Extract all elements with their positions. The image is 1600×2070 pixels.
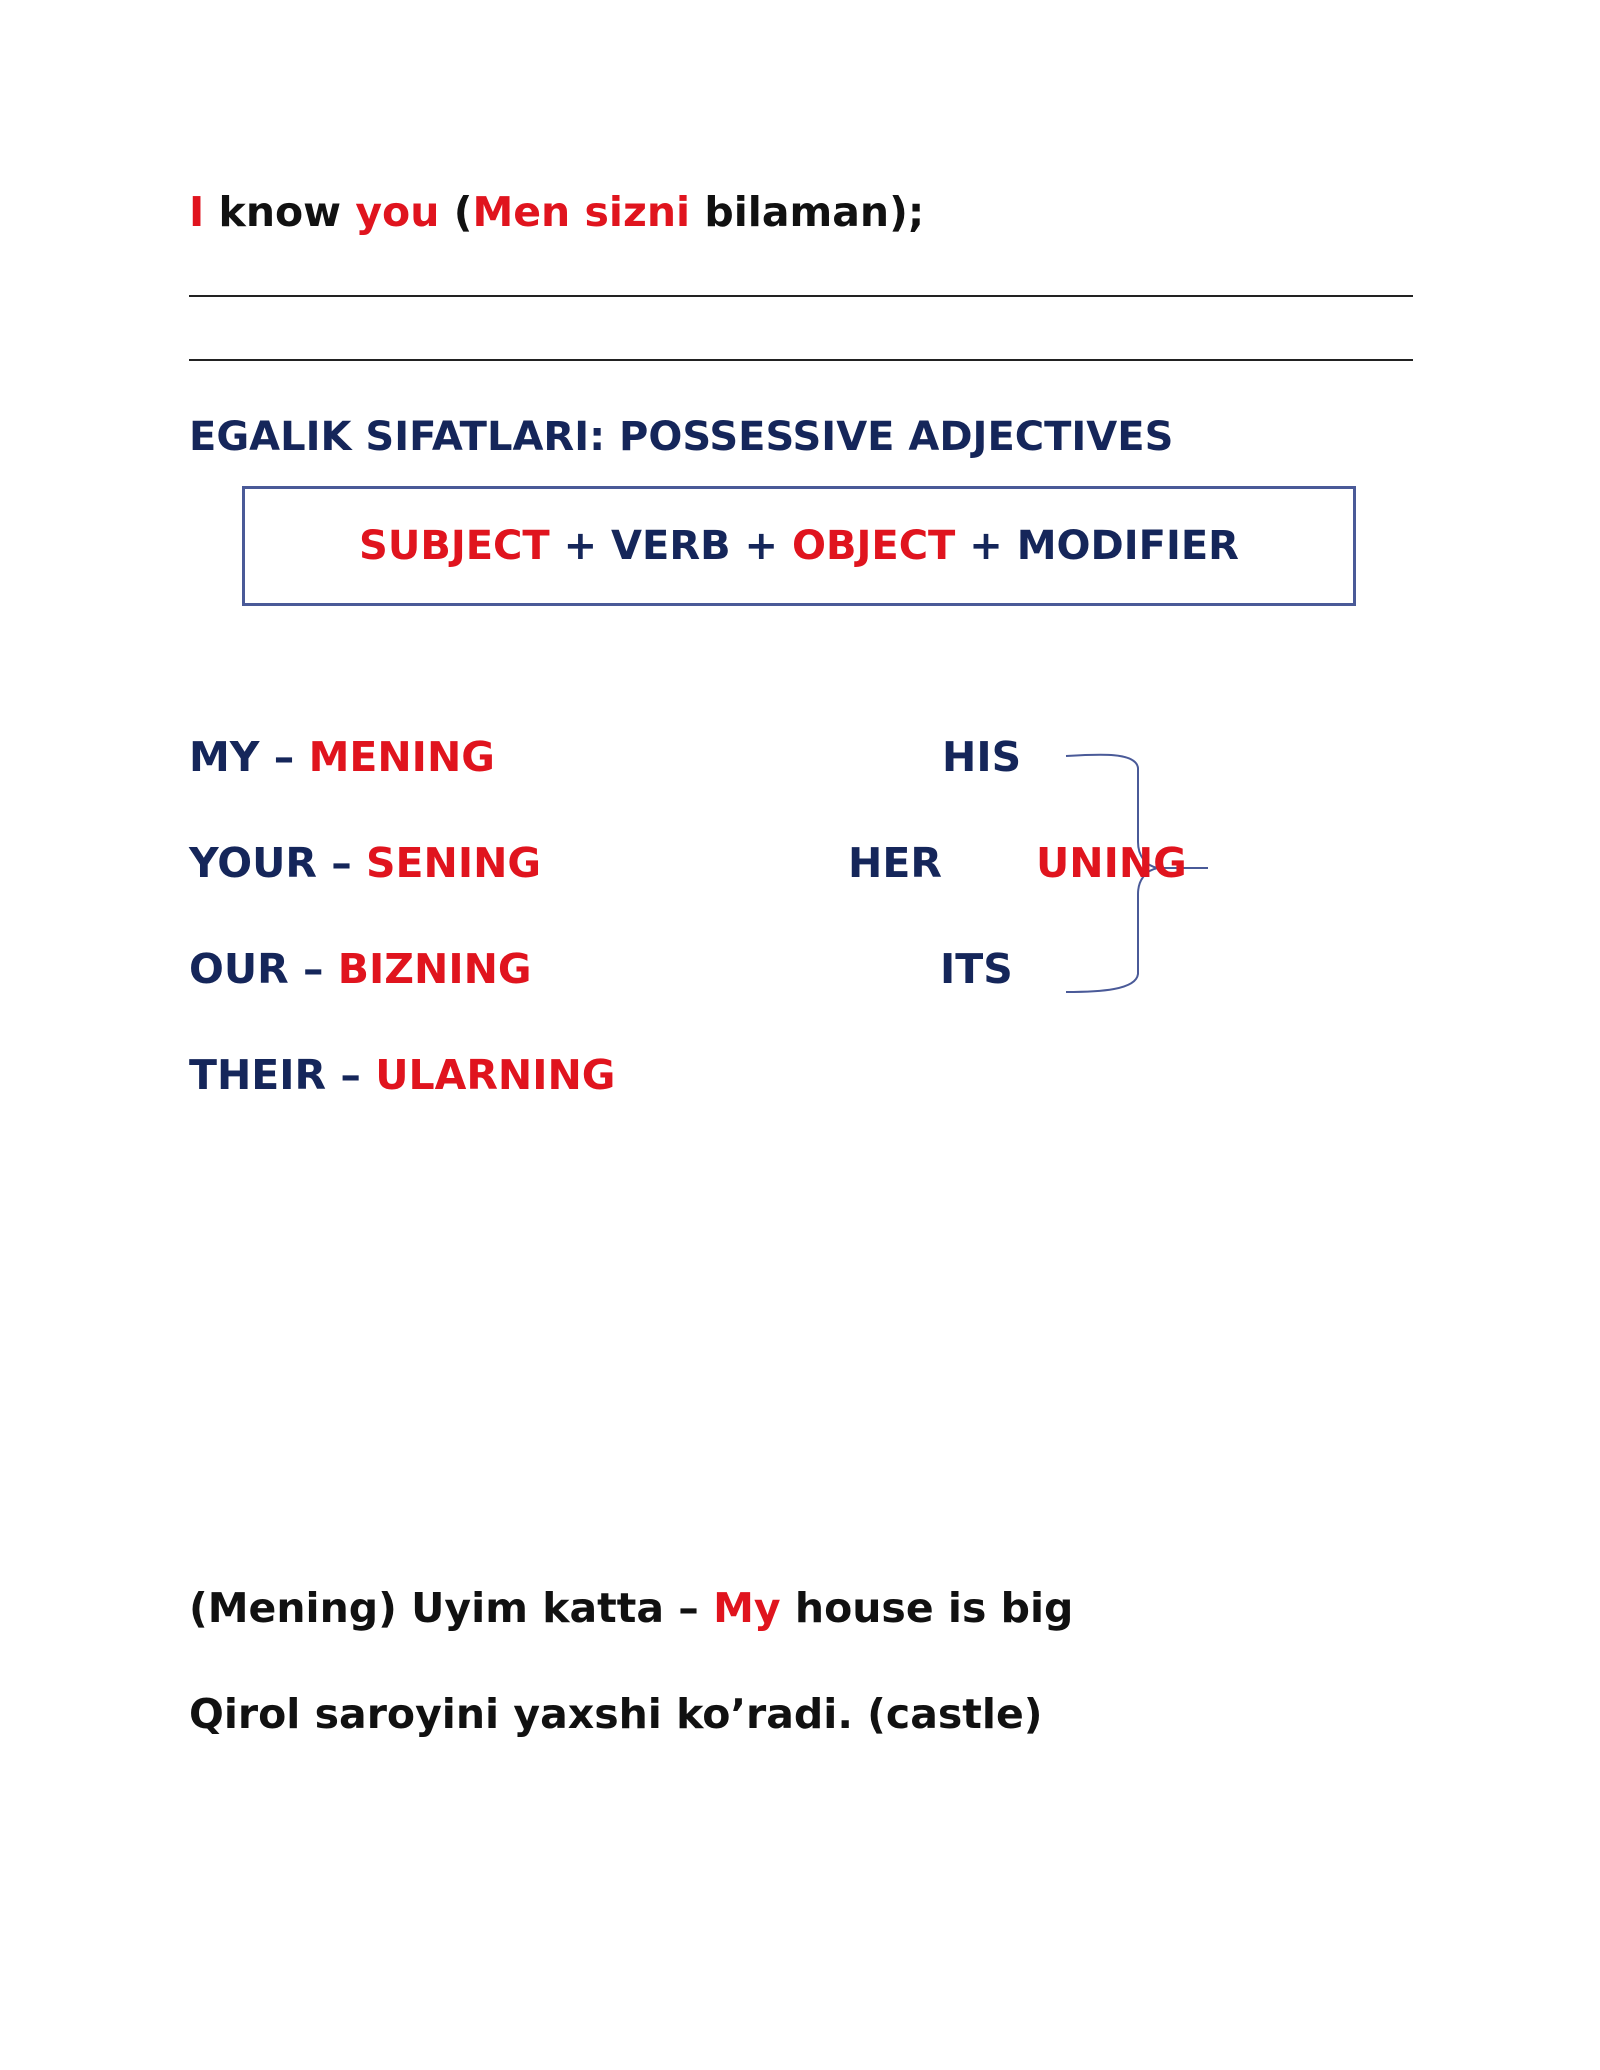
formula-modifier: + MODIFIER bbox=[969, 523, 1239, 569]
pair-your bbox=[189, 839, 541, 887]
pair-our bbox=[189, 945, 532, 993]
example-1-en: house is big bbox=[794, 1584, 1074, 1632]
example-1-uz: (Mening) Uyim katta – bbox=[189, 1584, 699, 1632]
word-uning: UNING bbox=[1036, 839, 1187, 887]
formula-subject: SUBJECT bbox=[359, 523, 550, 569]
blank-line-1 bbox=[189, 295, 1413, 297]
pair-en: MY bbox=[189, 733, 260, 781]
pair-uz: ULARNING bbox=[375, 1051, 616, 1099]
pair-en: YOUR bbox=[189, 839, 317, 887]
pair-uz: BIZNING bbox=[337, 945, 532, 993]
pair-dash: – bbox=[331, 839, 352, 887]
formula-object: OBJECT bbox=[792, 523, 956, 569]
word-you: you bbox=[355, 188, 440, 236]
pair-en: THEIR bbox=[189, 1051, 327, 1099]
uz-translation-rest: bilaman); bbox=[704, 188, 925, 236]
formula-box bbox=[242, 486, 1356, 606]
blank-line-2 bbox=[189, 359, 1413, 361]
word-her: HER bbox=[848, 839, 942, 887]
pair-en: OUR bbox=[189, 945, 289, 993]
section-heading: EGALIK SIFATLARI: POSSESSIVE ADJECTIVES bbox=[189, 414, 1174, 460]
pair-uz: MENING bbox=[308, 733, 495, 781]
example-sentence bbox=[189, 188, 924, 236]
word-his: HIS bbox=[942, 733, 1022, 781]
word-i: I bbox=[189, 188, 205, 236]
pair-uz: SENING bbox=[366, 839, 542, 887]
pair-dash: – bbox=[340, 1051, 361, 1099]
example-2: Qirol saroyini yaxshi ko’radi. (castle) bbox=[189, 1690, 1043, 1738]
uz-translation-red: Men sizni bbox=[472, 188, 691, 236]
word-its: ITS bbox=[940, 945, 1013, 993]
open-paren: ( bbox=[453, 188, 473, 236]
sentence-formula bbox=[245, 523, 1353, 569]
pair-dash: – bbox=[273, 733, 295, 781]
pair-my bbox=[189, 733, 495, 781]
formula-verb: + VERB + bbox=[563, 523, 779, 569]
example-1 bbox=[189, 1584, 1073, 1632]
pair-dash: – bbox=[303, 945, 324, 993]
example-1-my: My bbox=[713, 1584, 781, 1632]
pair-their bbox=[189, 1051, 615, 1099]
word-know: know bbox=[218, 188, 342, 236]
